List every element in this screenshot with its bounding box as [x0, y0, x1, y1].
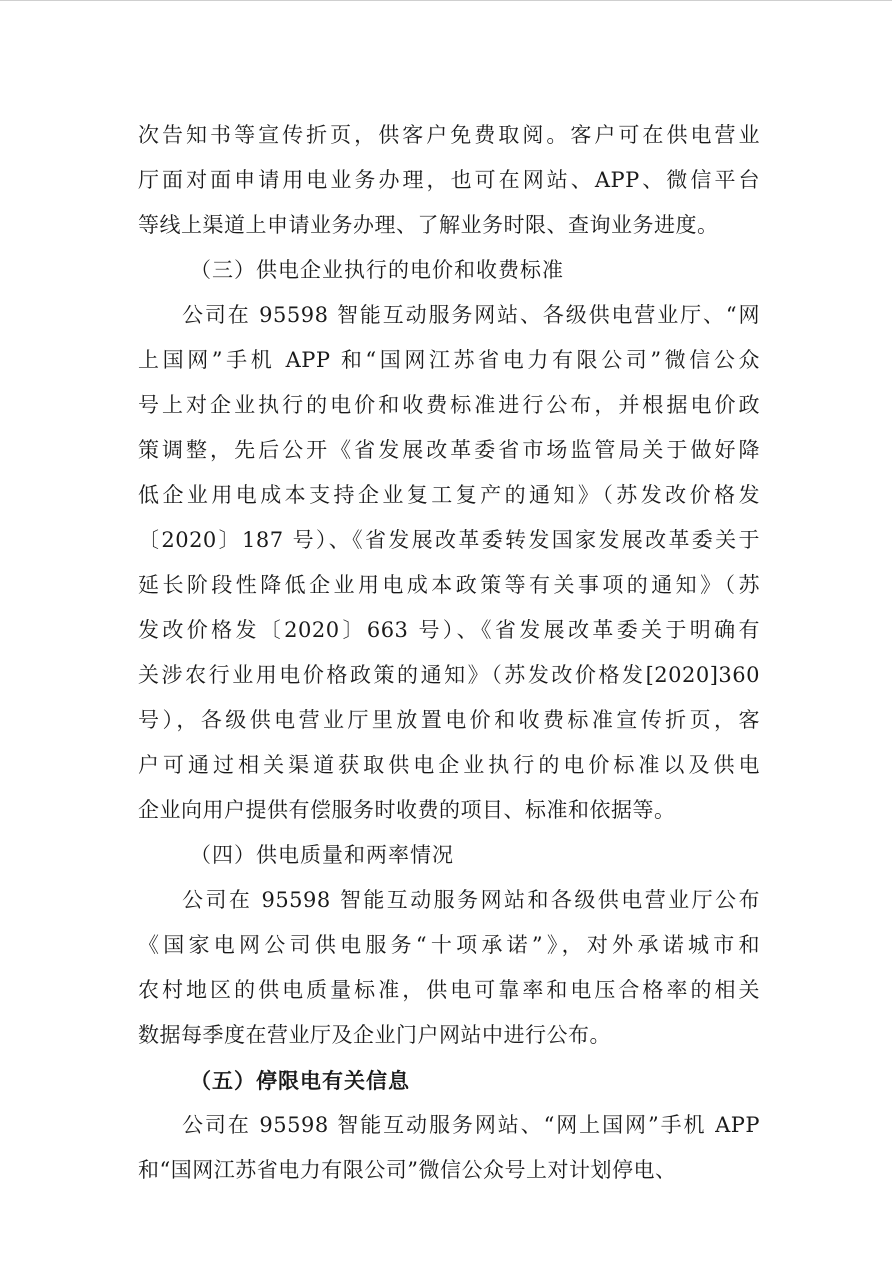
paragraph-line: 号），各级供电营业厅里放置电价和收费标准宣传折页，客 — [138, 708, 760, 732]
paragraph-line: 公司在 95598 智能互动服务网站、各级供电营业厅、“网 — [182, 303, 760, 327]
paragraph-line: 延长阶段性降低企业用电成本政策等有关事项的通知》（苏 — [138, 573, 760, 597]
paragraph-line: 和“国网江苏省电力有限公司”微信公众号上对计划停电、 — [138, 1158, 677, 1182]
section-heading-4: （四）供电质量和两率情况 — [190, 843, 454, 867]
paragraph-line: 厅面对面申请用电业务办理，也可在网站、APP、微信平台 — [138, 168, 760, 192]
section-heading-5: （五）停限电有关信息 — [190, 1068, 410, 1093]
paragraph-line: 户可通过相关渠道获取供电企业执行的电价标准以及供电 — [138, 753, 760, 777]
paragraph-line: 公司在 95598 智能互动服务网站、“网上国网”手机 APP — [182, 1113, 760, 1137]
paragraph-line: 发改价格发〔2020〕663 号）、《省发展改革委关于明确有 — [138, 618, 760, 642]
paragraph-line: 等线上渠道上申请业务办理、了解业务时限、查询业务进度。 — [138, 213, 719, 237]
section-heading-3: （三）供电企业执行的电价和收费标准 — [190, 258, 564, 282]
document-body — [138, 113, 760, 1193]
paragraph-line: 数据每季度在营业厅及企业门户网站中进行公布。 — [138, 1023, 611, 1047]
paragraph-line: 企业向用户提供有偿服务时收费的项目、标准和依据等。 — [138, 798, 676, 822]
paragraph-line: 〔2020〕187 号）、《省发展改革委转发国家发展改革委关于 — [138, 528, 760, 552]
paragraph-line: 上国网”手机 APP 和“国网江苏省电力有限公司”微信公众 — [138, 348, 760, 372]
paragraph-line: 策调整，先后公开《省发展改革委省市场监管局关于做好降 — [138, 438, 760, 462]
paragraph-line: 《国家电网公司供电服务“十项承诺”》，对外承诺城市和 — [138, 933, 760, 957]
paragraph-line: 农村地区的供电质量标准，供电可靠率和电压合格率的相关 — [138, 978, 760, 1002]
paragraph-line: 关涉农行业用电价格政策的通知》（苏发改价格发[2020]360 — [138, 663, 760, 687]
paragraph-line: 低企业用电成本支持企业复工复产的通知》（苏发改价格发 — [138, 483, 760, 507]
paragraph-line: 公司在 95598 智能互动服务网站和各级供电营业厅公布 — [182, 888, 760, 912]
paragraph-line: 号上对企业执行的电价和收费标准进行公布，并根据电价政 — [138, 393, 760, 417]
paragraph-line: 次告知书等宣传折页，供客户免费取阅。客户可在供电营业 — [138, 123, 760, 147]
